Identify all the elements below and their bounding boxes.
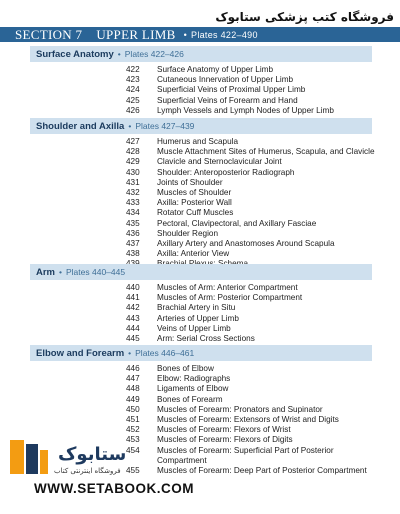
plate-title: Muscles of Arm: Posterior Compartment: [157, 293, 303, 303]
plate-title: Muscles of Shoulder: [157, 188, 232, 197]
group-plates: Plates 422–426: [124, 49, 184, 59]
group-title: Arm: [36, 267, 56, 278]
plate-title: Superficial Veins of Proximal Upper Limb: [157, 85, 306, 95]
plate-number: 452: [126, 425, 140, 435]
plate-number: 437: [126, 239, 140, 248]
plate-title: Muscles of Forearm: Pronators and Supinator: [157, 404, 323, 414]
plate-number: 440: [126, 283, 140, 292]
plate-number: 445: [126, 334, 140, 343]
plate-number: 431: [126, 177, 140, 187]
bullet-separator: •: [183, 30, 188, 40]
plate-number: 455: [126, 466, 140, 475]
plate-number: 450: [126, 404, 140, 414]
plate-number: 454: [126, 445, 140, 455]
plate-number: 446: [126, 364, 140, 373]
plate-title: Rotator Cuff Muscles: [157, 208, 234, 218]
section-plates: Plates 422–490: [191, 30, 258, 40]
section-name: UPPER LIMB: [96, 27, 176, 42]
plate-title: Muscles of Forearm: Flexors of Digits: [157, 435, 293, 445]
plate-number: 453: [126, 435, 140, 445]
site-url[interactable]: WWW.SETABOOK.COM: [34, 481, 194, 496]
group-plates: Plates 427–439: [135, 121, 195, 131]
plate-number: 422: [126, 65, 140, 74]
plate-title: Axilla: Posterior Wall: [157, 198, 232, 208]
plate-number: 427: [126, 137, 140, 146]
plate-number: 432: [126, 188, 140, 197]
plate-number: 426: [126, 105, 140, 115]
bullet-separator: •: [59, 267, 62, 277]
plate-number: 451: [126, 415, 140, 424]
plate-title: Superficial Veins of Forearm and Hand: [157, 95, 298, 105]
plate-title: Elbow: Radiographs: [157, 374, 231, 384]
section-number: SECTION 7: [15, 27, 83, 42]
plate-number: 430: [126, 167, 140, 177]
plate-title: Muscles of Forearm: Superficial Part of Posterior: [157, 445, 334, 455]
plate-number: 442: [126, 303, 140, 313]
plate-number: 435: [126, 218, 140, 228]
plate-title: Muscle Attachment Sites of Humerus, Scapula, and Clavicle: [157, 147, 375, 157]
setabook-logo: [6, 434, 156, 482]
plate-number: 434: [126, 208, 140, 218]
group-plates: Plates 446–461: [135, 348, 195, 358]
plate-number: 449: [126, 394, 140, 404]
book-logo-icon: [6, 434, 52, 480]
plate-title: Joints of Shoulder: [157, 177, 223, 187]
plate-number: 433: [126, 198, 140, 208]
plate-number: 441: [126, 293, 140, 303]
group-title: Elbow and Forearm: [36, 348, 125, 359]
group-header: [30, 118, 372, 134]
bullet-separator: •: [128, 348, 132, 358]
plate-number: 423: [126, 75, 140, 85]
plate-title: Ligaments of Elbow: [157, 384, 229, 394]
plate-title: Bones of Forearm: [157, 394, 223, 404]
plate-title: Compartment: [157, 455, 207, 465]
group-header: [30, 345, 372, 361]
plate-title: Lymph Vessels and Lymph Nodes of Upper Limb: [157, 105, 334, 115]
plate-number: 443: [126, 313, 140, 323]
plate-title: Muscles of Forearm: Deep Part of Posterior Compartment: [157, 466, 367, 475]
group-title: Surface Anatomy: [36, 49, 114, 60]
bullet-separator: •: [117, 49, 121, 59]
plate-number: 436: [126, 228, 140, 238]
group-header: [30, 46, 372, 62]
plate-title: Muscles of Arm: Anterior Compartment: [157, 283, 298, 292]
plate-number: 429: [126, 157, 140, 167]
section-title: [15, 27, 258, 42]
group-title: Shoulder and Axilla: [36, 121, 125, 132]
logo-subtitle: فروشگاه اینترنتی کتاب: [54, 467, 121, 475]
plate-number: 424: [126, 85, 140, 95]
persian-store-title: فروشگاه کتب پزشکی ستابوک: [215, 10, 394, 24]
plate-number: 438: [126, 249, 140, 259]
plate-title: Muscles of Forearm: Flexors of Wrist: [157, 425, 291, 435]
plate-title: Surface Anatomy of Upper Limb: [157, 65, 274, 74]
plate-title: Cutaneous Innervation of Upper Limb: [157, 75, 294, 85]
plate-title: Arteries of Upper Limb: [157, 313, 239, 323]
plate-title: Arm: Serial Cross Sections: [157, 334, 255, 343]
section-header: [0, 0, 400, 43]
plate-title: Veins of Upper Limb: [157, 323, 231, 333]
plate-number: 444: [126, 323, 140, 333]
plate-number: 447: [126, 374, 140, 384]
plate-title: Bones of Elbow: [157, 364, 214, 373]
plate-number: 425: [126, 95, 140, 105]
plate-number: 448: [126, 384, 140, 394]
plate-title: Pectoral, Clavipectoral, and Axillary Fasciae: [157, 218, 317, 228]
plate-title: Axillary Artery and Anastomoses Around Scapula: [157, 239, 335, 248]
plate-title: Axilla: Anterior View: [157, 249, 230, 259]
plate-title: Clavicle and Sternoclavicular Joint: [157, 157, 282, 167]
group-header: [30, 264, 372, 280]
plate-title: Shoulder Region: [157, 228, 218, 238]
plate-title: Shoulder: Anteroposterior Radiograph: [157, 167, 295, 177]
group-plates: Plates 440–445: [66, 267, 126, 277]
bullet-separator: •: [128, 121, 132, 131]
plate-title: Brachial Artery in Situ: [157, 303, 236, 313]
plate-number: 428: [126, 147, 140, 157]
plate-title: Muscles of Forearm: Extensors of Wrist and Digits: [157, 415, 339, 424]
plate-title: Humerus and Scapula: [157, 137, 239, 146]
logo-text: ستابوک: [58, 444, 127, 465]
